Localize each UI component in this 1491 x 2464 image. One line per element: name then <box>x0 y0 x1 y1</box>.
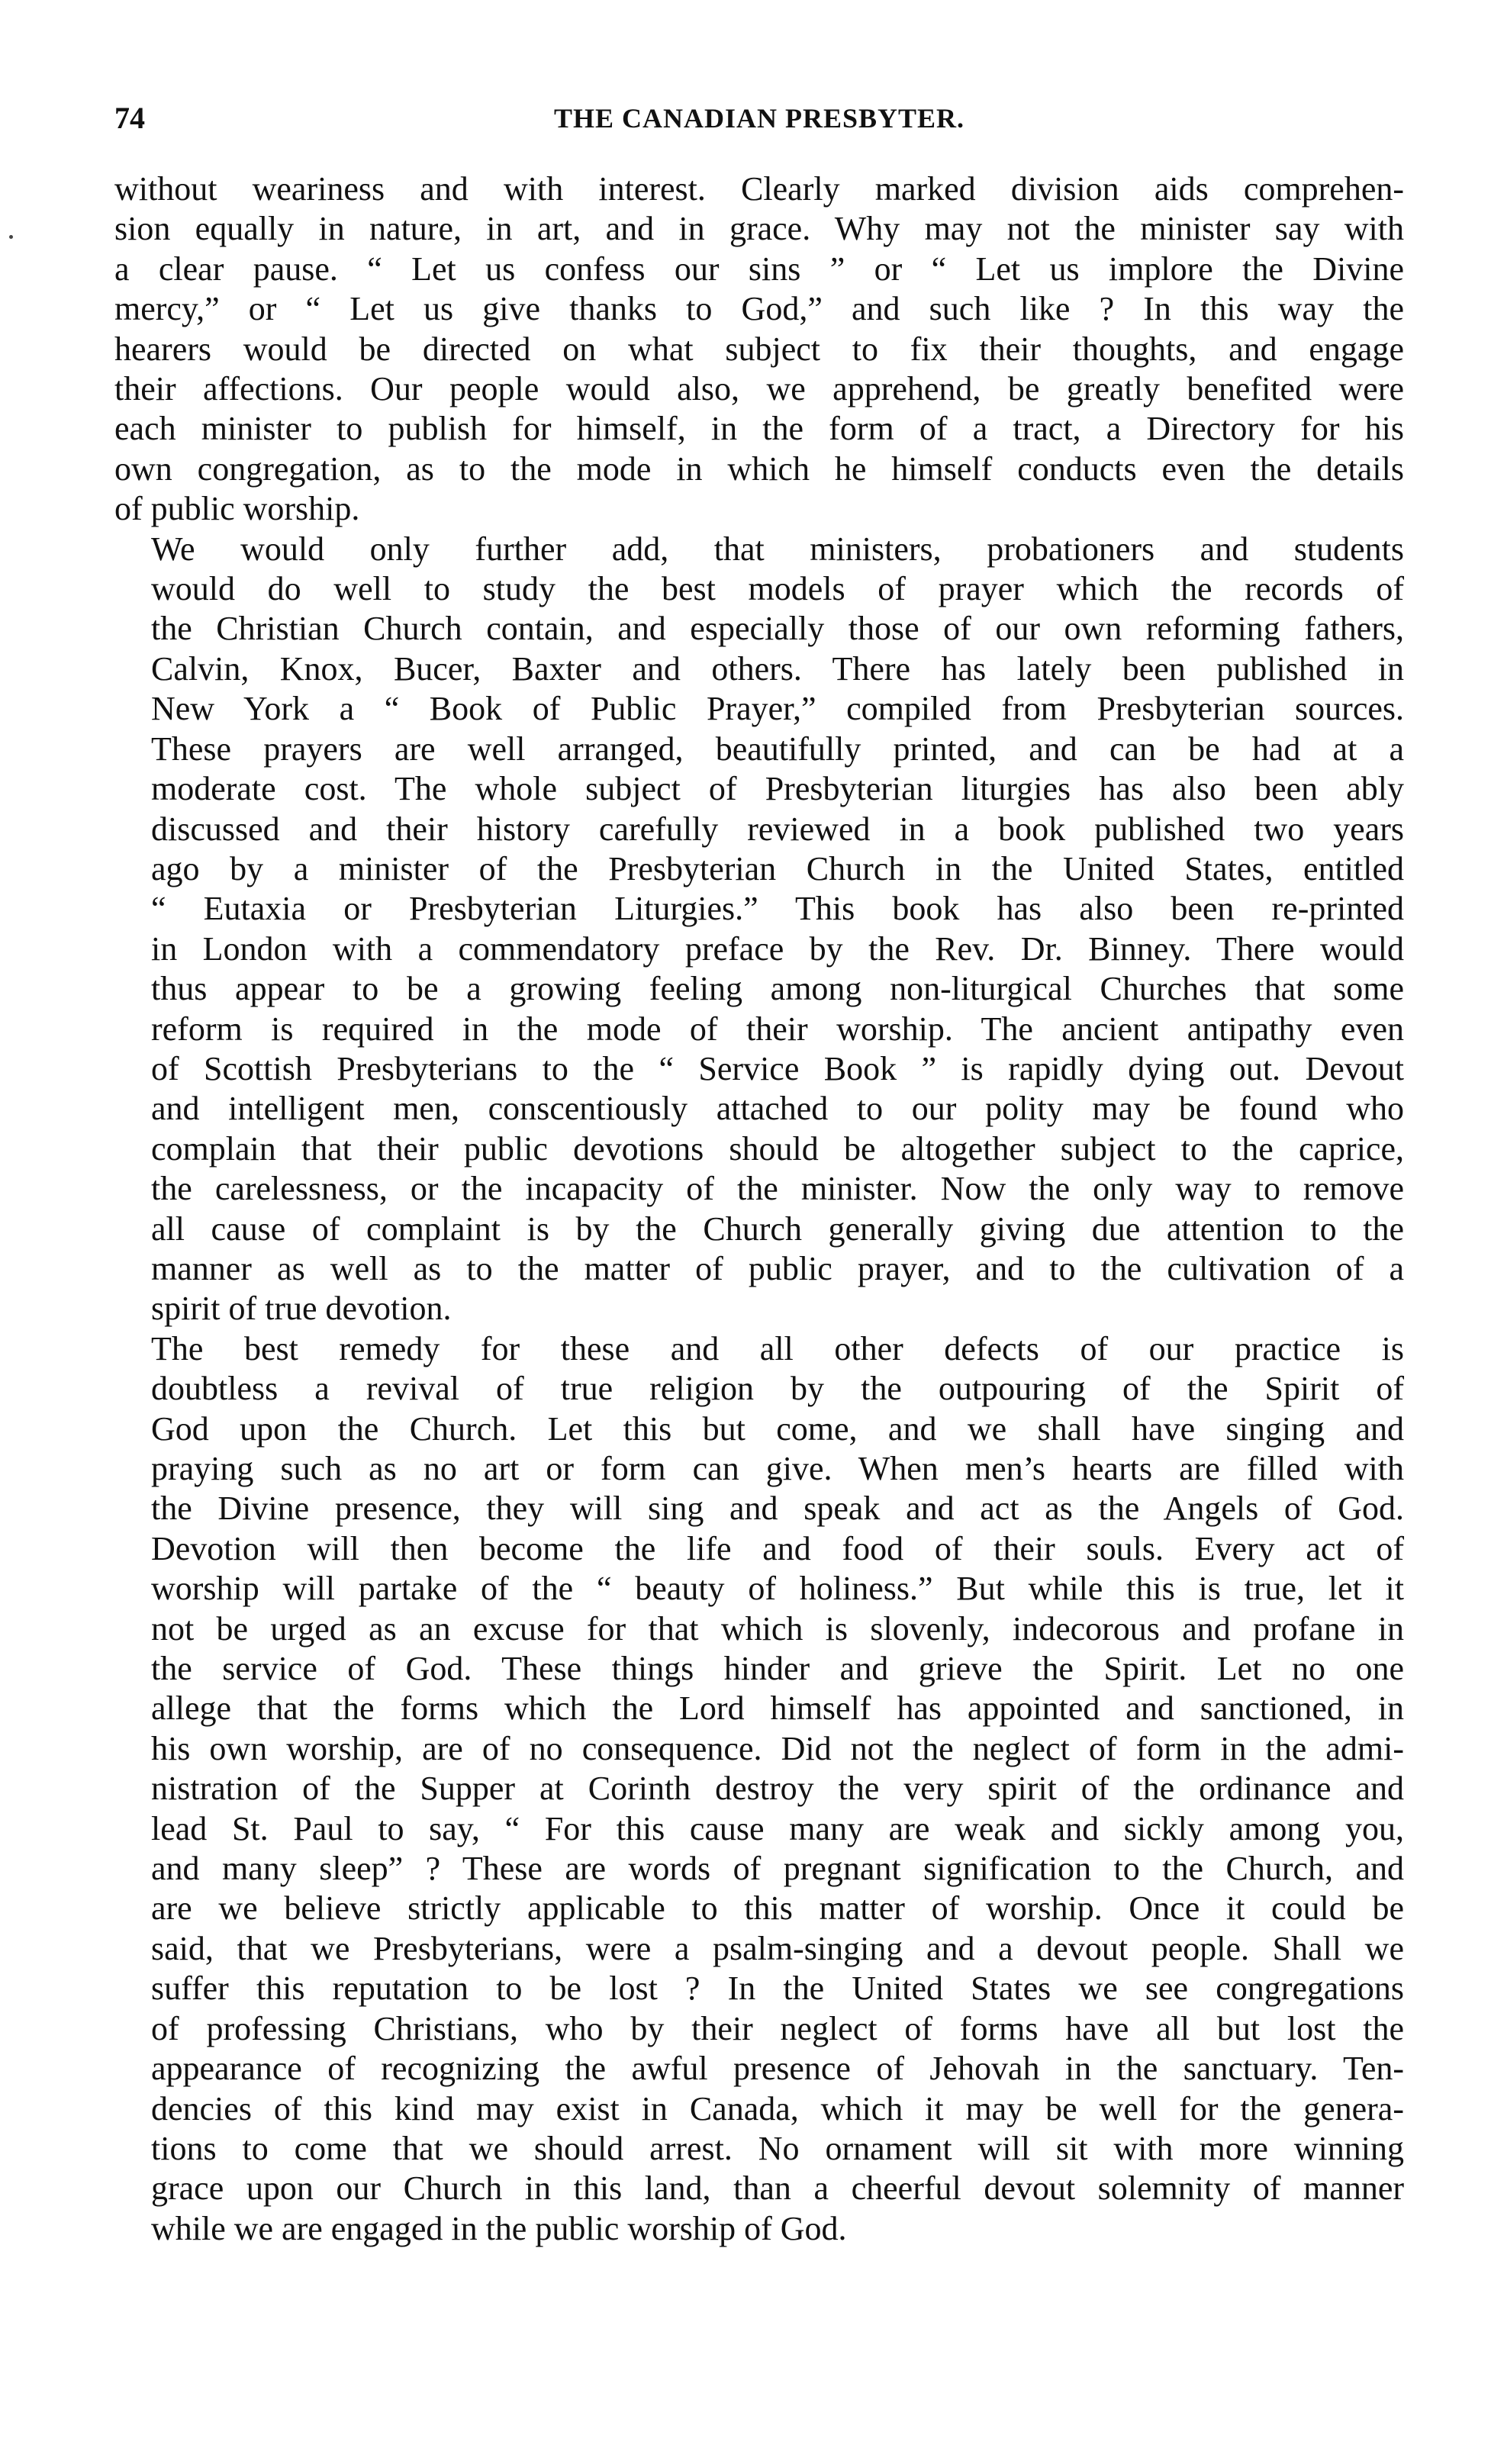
text-line: moderate cost. The whole subject of Presbyterian liturgies has also been ably <box>151 770 1404 808</box>
text-line: his own worship, are of no consequence. Did not the neglect of form in the admi- <box>151 1729 1404 1767</box>
text-line: complain that their public devotions should be altogether subject to the caprice, <box>151 1129 1404 1168</box>
text-line: allege that the forms which the Lord himself has appointed and sanctioned, in <box>151 1689 1404 1728</box>
text-line: while we are engaged in the public worship of God. <box>151 2209 847 2247</box>
page-number: 74 <box>114 101 145 135</box>
text-line: hearers would be directed on what subject to fix their thoughts, and engage <box>114 330 1404 368</box>
text-line: nistration of the Supper at Corinth destroy the very spirit of the ordinance and <box>151 1770 1404 1808</box>
text-line: thus appear to be a growing feeling among non-liturgical Churches that some <box>151 970 1404 1008</box>
text-line: The best remedy for these and all other defects of our practice is <box>151 1329 1404 1367</box>
journal-title: THE CANADIAN PRESBYTER. <box>553 103 965 134</box>
text-line: grace upon our Church in this land, than a cheerful devout solemnity of manner <box>151 2169 1404 2208</box>
text-line: Devotion will then become the life and food of their souls. Every act of <box>151 1529 1404 1567</box>
text-line: would do well to study the best models of prayer which the records of <box>151 570 1404 608</box>
text-line: sion equally in nature, in art, and in grace. Why may not the minister say with <box>114 210 1404 248</box>
text-line: the Christian Church contain, and especially those of our own reforming fathers, <box>151 610 1404 648</box>
text-line: lead St. Paul to say, “ For this cause many are weak and sickly among you, <box>151 1809 1404 1847</box>
text-line: without weariness and with interest. Clearly marked division aids comprehen- <box>114 170 1404 208</box>
text-line: We would only further add, that ministers, probationers and students <box>151 530 1404 568</box>
text-line: the carelessness, or the incapacity of the minister. Now the only way to remove <box>151 1170 1404 1208</box>
text-line: are we believe strictly applicable to this matter of worship. Once it could be <box>151 1889 1404 1928</box>
text-line: their affections. Our people would also, we apprehend, be greatly benefited were <box>114 370 1404 408</box>
text-line: own congregation, as to the mode in which he himself conducts even the details <box>114 449 1404 488</box>
paragraph-2 <box>114 530 1404 1329</box>
text-line: each minister to publish for himself, in the form of a tract, a Directory for his <box>114 410 1404 448</box>
text-line: a clear pause. “ Let us confess our sins ” or “ Let us implore the Divine <box>114 250 1404 288</box>
text-line: mercy,” or “ Let us give thanks to God,” and such like ? In this way the <box>114 290 1404 328</box>
text-line: manner as well as to the matter of public prayer, and to the cultivation of a <box>151 1249 1404 1287</box>
text-line: and many sleep” ? These are words of pregnant signification to the Church, and <box>151 1850 1404 1888</box>
text-line: the service of God. These things hinder and grieve the Spirit. Let no one <box>151 1650 1404 1688</box>
text-line: not be urged as an excuse for that which is slovenly, indecorous and profane in <box>151 1609 1404 1647</box>
text-line: reform is required in the mode of their worship. The ancient antipathy even <box>151 1010 1404 1048</box>
running-head <box>114 95 1404 141</box>
text-line: ago by a minister of the Presbyterian Church in the United States, entitled <box>151 849 1404 887</box>
text-line: the Divine presence, they will sing and speak and act as the Angels of God. <box>151 1490 1404 1528</box>
text-line: God upon the Church. Let this but come, and we shall have singing and <box>151 1409 1404 1448</box>
text-line: tions to come that we should arrest. No ornament will sit with more winning <box>151 2129 1404 2167</box>
text-line: praying such as no art or form can give. When men’s hearts are filled with <box>151 1450 1404 1487</box>
text-line: of public worship. <box>114 490 360 528</box>
text-line: said, that we Presbyterians, were a psalm-singing and a devout people. Shall we <box>151 1929 1404 1967</box>
text-line: Calvin, Knox, Bucer, Baxter and others. There has lately been published in <box>151 649 1404 688</box>
text-line: “ Eutaxia or Presbyterian Liturgies.” This book has also been re-printed <box>151 890 1404 928</box>
text-line: spirit of true devotion. <box>151 1290 452 1328</box>
text-line: of Scottish Presbyterians to the “ Service Book ” is rapidly dying out. Devout <box>151 1049 1404 1087</box>
text-line: all cause of complaint is by the Church generally giving due attention to the <box>151 1209 1404 1248</box>
text-line: worship will partake of the “ beauty of holiness.” But while this is true, let it <box>151 1570 1404 1608</box>
text-line: discussed and their history carefully reviewed in a book published two years <box>151 810 1404 848</box>
paragraph-3 <box>114 1329 1404 2249</box>
text-line: and intelligent men, conscentiously attached to our polity may be found who <box>151 1090 1404 1128</box>
text-line: dencies of this kind may exist in Canada, which it may be well for the genera- <box>151 2089 1404 2127</box>
stray-ink-dot <box>9 235 13 239</box>
text-line: doubtless a revival of true religion by the outpouring of the Spirit of <box>151 1370 1404 1408</box>
paragraph-1 <box>114 169 1404 530</box>
text-line: New York a “ Book of Public Prayer,” compiled from Presbyterian sources. <box>151 690 1404 728</box>
text-line: in London with a commendatory preface by the Rev. Dr. Binney. There would <box>151 929 1404 968</box>
text-line: of professing Christians, who by their neglect of forms have all but lost the <box>151 2009 1404 2047</box>
body-text <box>114 169 1404 2249</box>
text-line: appearance of recognizing the awful presence of Jehovah in the sanctuary. Ten- <box>151 2050 1404 2088</box>
text-line: These prayers are well arranged, beautifully printed, and can be had at a <box>151 730 1404 768</box>
text-line: suffer this reputation to be lost ? In the United States we see congregations <box>151 1970 1404 2008</box>
